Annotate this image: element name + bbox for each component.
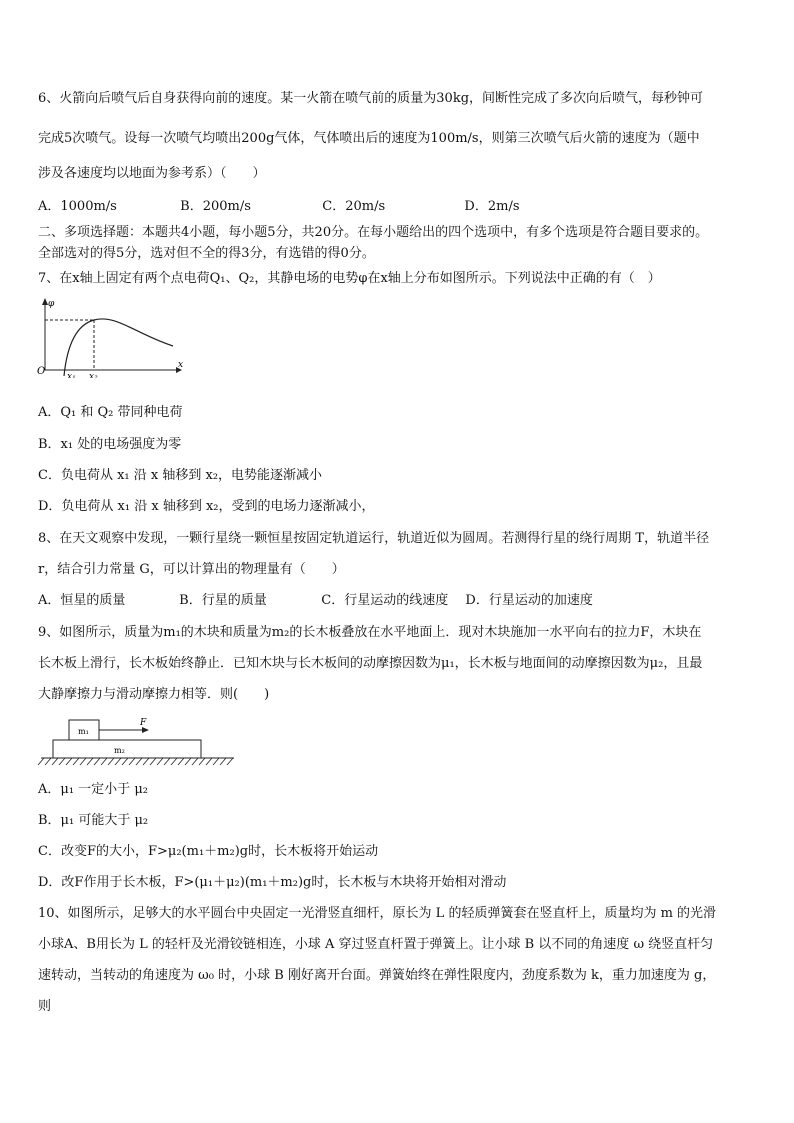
- q9-option-d: D．改F作用于长木板，F>(μ₁＋μ₂)(m₁＋m₂)g时，长木板与木块将开始相对滑动: [38, 875, 507, 890]
- q7-origin-label: O: [37, 366, 46, 377]
- q6-option-c: C．20m/s: [322, 199, 386, 214]
- q7-option-d: D．负电荷从 x₁ 沿 x 轴移到 x₂，受到的电场力逐渐减小，: [38, 499, 375, 514]
- q9-block-label: m₁: [78, 727, 89, 736]
- q7-x-label: x: [178, 360, 184, 370]
- q9-line2: 长木板上滑行，长木板始终静止．已知木块与长木板间的动摩擦因数为μ₁，长木板与地面间的动摩擦因数为μ₂，且最: [38, 656, 703, 671]
- q6-options: [38, 198, 756, 216]
- q10-line2: 小球A、B用长为 L 的轻杆及光滑铰链相连，小球 A 穿过竖直杆置于弹簧上。让小球 B 以不同的角速度 ω 绕竖直杆匀: [38, 937, 714, 952]
- q7-option-b: B．x₁ 处的电场强度为零: [38, 437, 182, 452]
- q9-board-m2: [53, 740, 201, 758]
- q8-options: [38, 592, 756, 610]
- q8-option-b: B．行星的质量: [179, 593, 267, 608]
- q8-line1: 8、在天文观察中发现，一颗行星绕一颗恒星按固定轨道运行，轨道近似为圆周。若测得行星的绕行周期 T，轨道半径: [38, 531, 710, 546]
- q7-stem: 7、在x轴上固定有两个点电荷Q₁、Q₂，其静电场的电势φ在x轴上分布如图所示。下列说法中正确的有（ ）: [38, 271, 661, 286]
- q7-option-a: A．Q₁ 和 Q₂ 带同种电荷: [38, 405, 183, 420]
- q6-line3: 涉及各速度均以地面为参考系）（ ）: [38, 166, 266, 181]
- q8-option-c: C．行星运动的线速度: [321, 593, 449, 608]
- q9-option-a: A．μ₁ 一定小于 μ₂: [38, 782, 148, 797]
- q7-potential-curve: [64, 319, 173, 376]
- q8-option-d: D．行星运动的加速度: [465, 593, 593, 608]
- q7-x1-label: x₁: [67, 372, 76, 378]
- q9-force-label: F: [140, 718, 147, 728]
- q9-option-b: B．μ₁ 可能大于 μ₂: [38, 813, 149, 828]
- q10-line4: 则: [38, 999, 52, 1014]
- q9-board-label: m₂: [114, 746, 125, 755]
- q9-line1: 9、如图所示，质量为m₁的木块和质量为m₂的长木板叠放在水平地面上．现对木块施加一水平向右的拉力F，木块在: [38, 625, 702, 640]
- q7-x2-label: x₂: [89, 372, 98, 378]
- q9-line3: 大静摩擦力与滑动摩擦力相等．则( ): [38, 687, 270, 702]
- q7-y-label: φ: [48, 299, 55, 309]
- q6-option-d: D．2m/s: [464, 199, 520, 214]
- q6-line1: 6、火箭向后喷气后自身获得向前的速度。某一火箭在喷气前的质量为30kg，间断性完成了多次向后喷气，每秒钟可: [38, 91, 704, 106]
- q8-option-a: A．恒星的质量: [38, 593, 126, 608]
- q7-option-c: C．负电荷从 x₁ 沿 x 轴移到 x₂，电势能逐渐减小: [38, 468, 323, 483]
- q6-line2: 完成5次喷气。设每一次喷气均喷出200g气体，气体喷出后的速度为100m/s，则第三次喷气后火箭的速度为（题中: [38, 131, 700, 146]
- section2-line1: 二、多项选择题：本题共4小题，每小题5分，共20分。在每小题给出的四个选项中，有多个选项是符合题目要求的。: [38, 225, 709, 240]
- q7-potential-graph: [36, 296, 186, 378]
- q9-option-c: C．改变F的大小，F>μ₂(m₁＋m₂)g时，长木板将开始运动: [38, 844, 379, 859]
- q6-option-a: A．1000m/s: [38, 199, 117, 214]
- q9-block-figure: [36, 714, 236, 768]
- q10-line1: 10、如图所示，足够大的水平圆台中央固定一光滑竖直细杆，原长为 L 的轻质弹簧套在竖直杆上，质量均为 m 的光滑: [38, 906, 717, 921]
- q9-ground-hatch: [38, 758, 233, 765]
- q8-line2: r，结合引力常量 G，可以计算出的物理量有（ ）: [38, 562, 345, 577]
- section2-line2: 全部选对的得5分，选对但不全的得3分，有选错的得0分。: [38, 246, 375, 261]
- q10-line3: 速转动，当转动的角速度为 ω₀ 时，小球 B 刚好离开台面。弹簧始终在弹性限度内，劲度系数为 k，重力加速度为 g，: [38, 968, 716, 983]
- q6-option-b: B．200m/s: [180, 199, 251, 214]
